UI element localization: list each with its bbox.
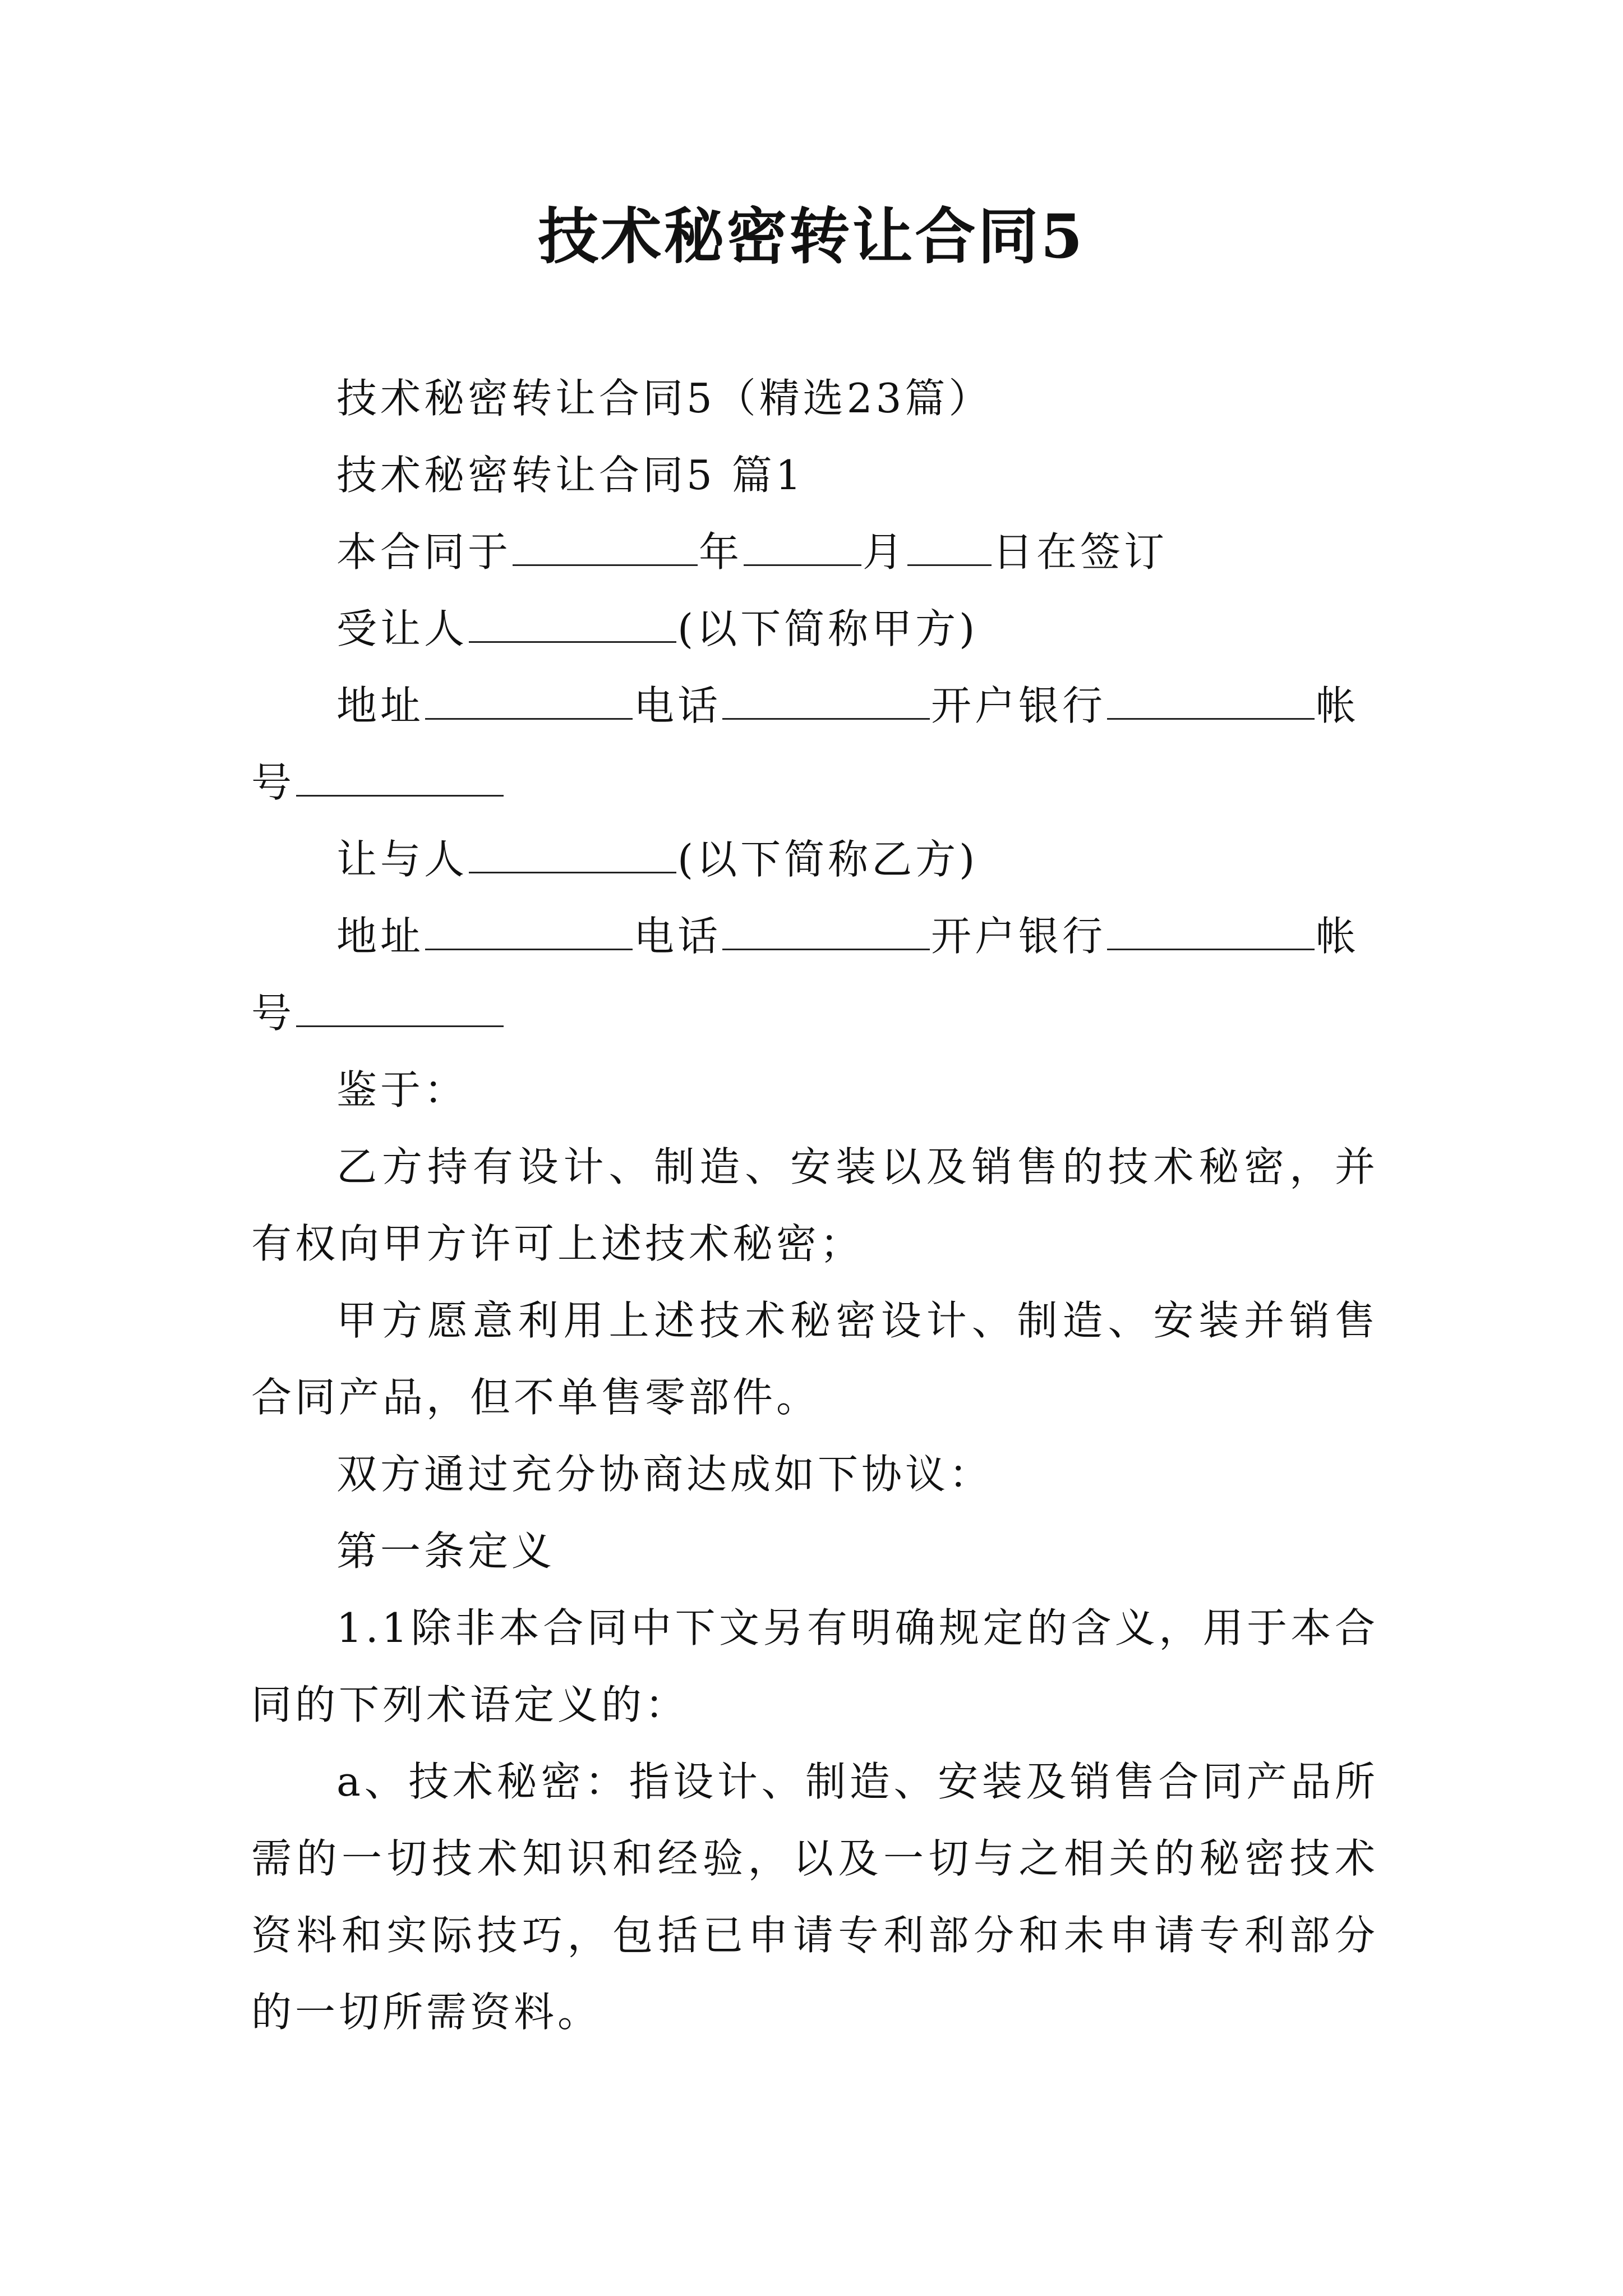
- whereas-label: 鉴于：: [336, 1066, 468, 1114]
- account-blank: [296, 756, 504, 797]
- article-1-1-paragraph: 1.1除非本合同中下文另有明确规定的含义，用于本合同的下列术语定义的：: [251, 1604, 1378, 1728]
- agreement-intro: 双方通过充分协商达成如下协议：: [336, 1451, 993, 1498]
- document-body: [251, 360, 1378, 2051]
- whereas-paragraph-1: 乙方持有设计、制造、安装以及销售的技术秘密，并有权向甲方许可上述技术秘密；: [251, 1143, 1378, 1267]
- article-1-1-a-paragraph: a、技术秘密：指设计、制造、安装及销售合同产品所需的一切技术知识和经验，以及一切与之相关的秘密技术资料和实际技巧，包括已申请专利部分和未申请专利部分的一切所需资料。: [251, 1758, 1378, 2036]
- phone-blank: [722, 679, 930, 720]
- party-a-suffix: (以下简称甲方): [677, 605, 979, 652]
- account-blank: [296, 986, 504, 1027]
- section-heading: 技术秘密转让合同5 篇1: [336, 452, 805, 499]
- party-a-contact-line: [251, 668, 1378, 744]
- bank-label: 开户银行: [931, 913, 1106, 960]
- bank-blank: [1107, 679, 1315, 720]
- document-subtitle: 技术秘密转让合同5（精选23篇）: [336, 375, 993, 422]
- signing-suffix: 日在签订: [993, 528, 1168, 576]
- account-label: 帐: [1316, 913, 1360, 960]
- article-1-heading: 第一条定义: [336, 1527, 556, 1575]
- address-blank: [425, 679, 633, 720]
- party-b-account-line: [251, 975, 1378, 1052]
- account-label: 帐: [1316, 682, 1360, 729]
- party-a-label: 受让人: [336, 605, 468, 652]
- month-label: 月: [863, 528, 907, 576]
- phone-label: 电话: [634, 682, 722, 729]
- phone-label: 电话: [634, 913, 722, 960]
- address-label: 地址: [336, 913, 425, 960]
- month-blank-field: [744, 525, 861, 566]
- party-b-line: [251, 821, 1378, 898]
- phone-blank: [722, 909, 930, 950]
- party-b-label: 让与人: [336, 836, 468, 883]
- year-label: 年: [699, 528, 743, 576]
- party-a-line: [251, 591, 1378, 668]
- bank-blank: [1107, 909, 1315, 950]
- document-title: 技术秘密转让合同5: [538, 201, 1085, 272]
- date-blank-field: [513, 525, 698, 566]
- bank-label: 开户银行: [931, 682, 1106, 729]
- whereas-paragraph-2: 甲方愿意利用上述技术秘密设计、制造、安装并销售合同产品，但不单售零部件。: [251, 1297, 1378, 1421]
- party-b-name-blank: [469, 832, 676, 873]
- party-b-suffix: (以下简称乙方): [677, 836, 979, 883]
- account-label-cont: 号: [251, 990, 296, 1037]
- signing-line: [251, 514, 1378, 591]
- signing-prefix: 本合同于: [336, 528, 512, 576]
- party-b-contact-line: [251, 898, 1378, 975]
- account-label-cont: 号: [251, 759, 296, 806]
- day-blank-field: [907, 525, 992, 566]
- party-a-account-line: [251, 744, 1378, 821]
- address-label: 地址: [336, 682, 425, 729]
- address-blank: [425, 909, 633, 950]
- party-a-name-blank: [469, 602, 676, 643]
